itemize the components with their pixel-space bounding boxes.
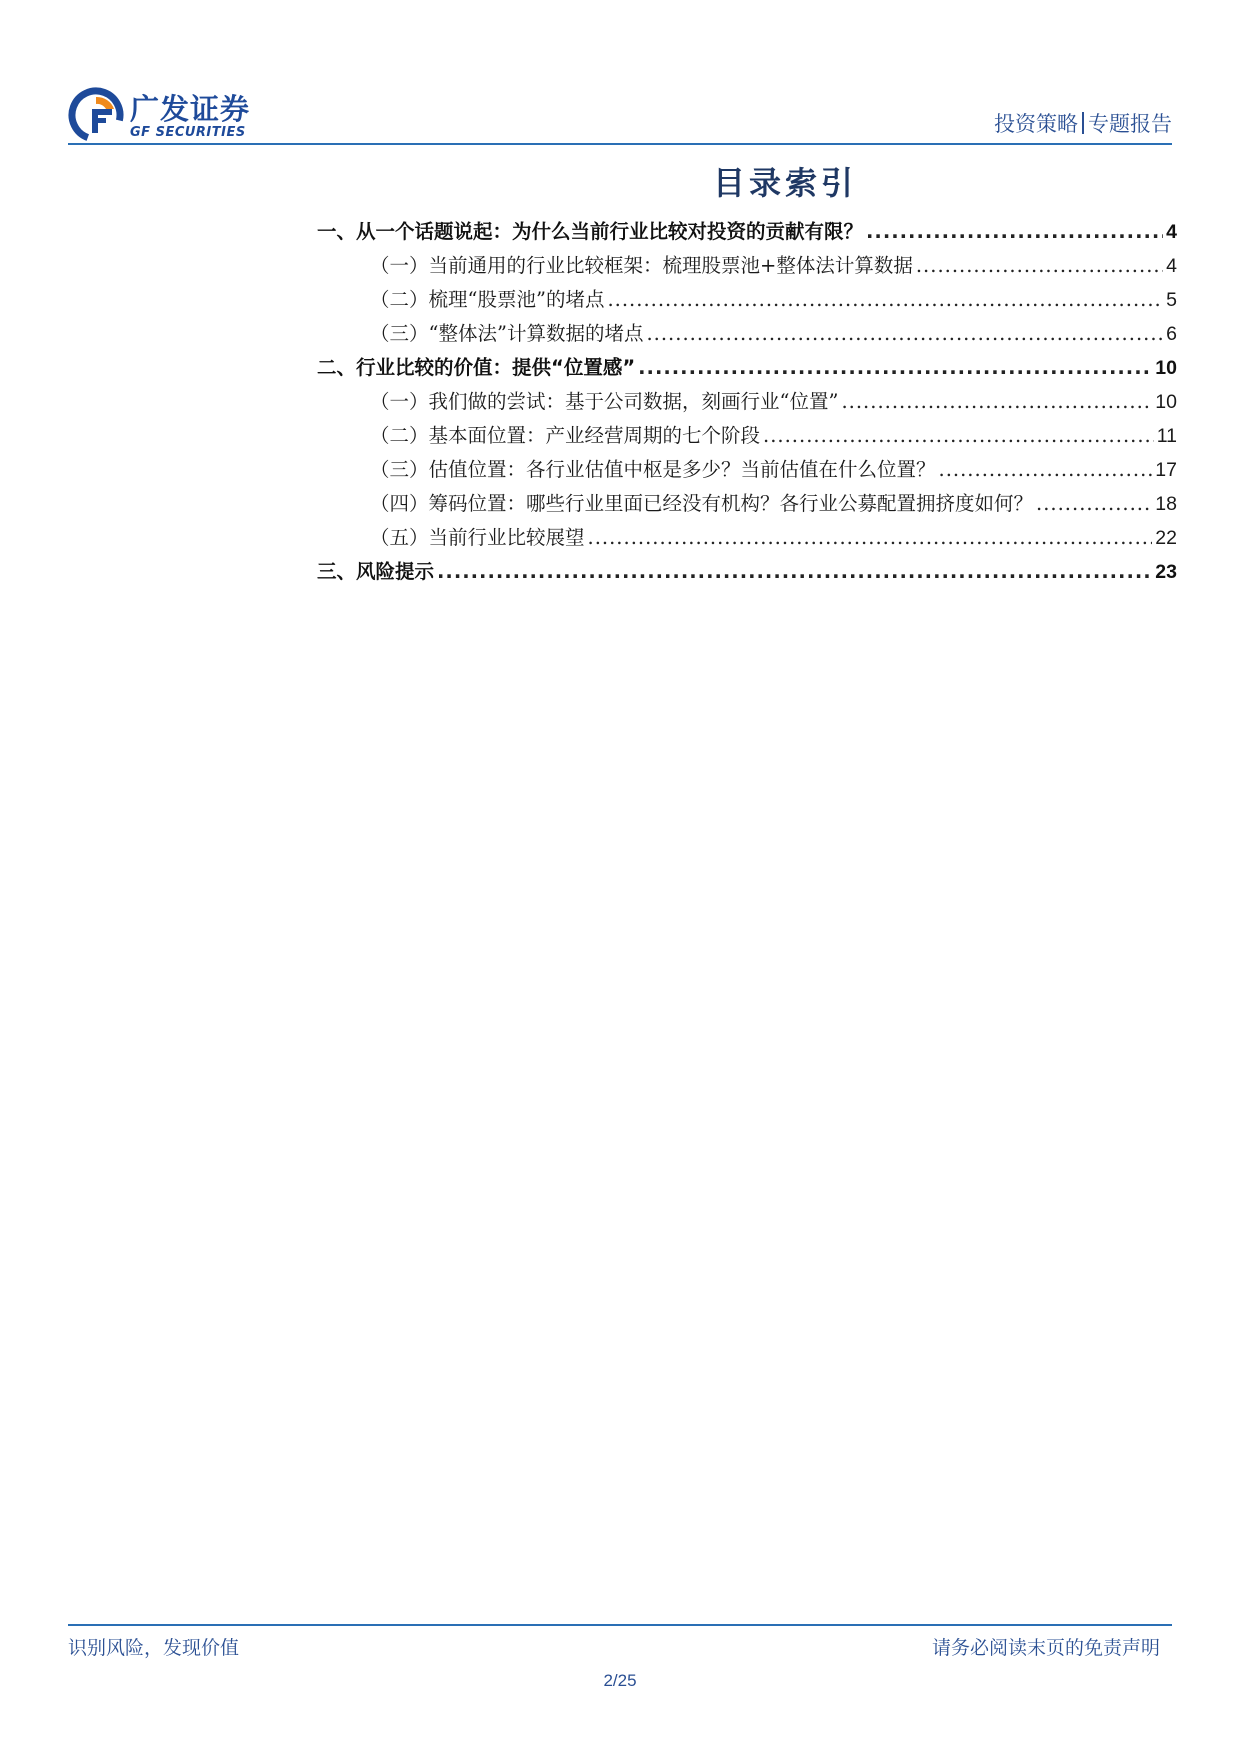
toc-entry[interactable] bbox=[317, 352, 1177, 386]
toc-entry-page: 11 bbox=[1156, 425, 1177, 447]
toc-entry[interactable] bbox=[317, 454, 1177, 488]
toc-leader-dots bbox=[841, 390, 1152, 413]
toc-entry[interactable] bbox=[317, 318, 1177, 352]
toc-entry[interactable] bbox=[317, 556, 1177, 590]
page-number: 2/25 bbox=[603, 1671, 637, 1690]
toc-entry-label: （一）我们做的尝试：基于公司数据，刻画行业“位置” bbox=[370, 390, 839, 413]
page-title: 目录索引 bbox=[712, 164, 857, 202]
gf-logo-icon bbox=[68, 87, 124, 143]
report-type-label: 专题报告 bbox=[1088, 112, 1172, 136]
toc-leader-dots bbox=[638, 356, 1152, 379]
toc-leader-dots bbox=[1036, 492, 1152, 515]
toc-entry-page: 23 bbox=[1155, 561, 1177, 583]
toc-entry[interactable] bbox=[317, 284, 1177, 318]
logo-english-name: GF SECURITIES bbox=[130, 125, 246, 140]
page-header bbox=[68, 82, 1172, 142]
footer-disclaimer: 请务必阅读末页的免责声明 bbox=[931, 1637, 1160, 1659]
toc-entry-page: 10 bbox=[1155, 357, 1177, 379]
toc-entry-page: 22 bbox=[1155, 527, 1177, 549]
toc-leader-dots bbox=[646, 322, 1163, 345]
toc-entry-page: 4 bbox=[1166, 221, 1177, 243]
toc-leader-dots bbox=[607, 288, 1163, 311]
toc-leader-dots bbox=[939, 458, 1153, 481]
toc-entry-label: （二）基本面位置：产业经营周期的七个阶段 bbox=[370, 424, 761, 447]
toc-entry[interactable] bbox=[317, 386, 1177, 420]
toc-entry[interactable] bbox=[317, 250, 1177, 284]
toc-entry-label: （四）筹码位置：哪些行业里面已经没有机构？各行业公募配置拥挤度如何？ bbox=[370, 492, 1034, 515]
toc-entry-label: 三、风险提示 bbox=[317, 560, 435, 583]
toc-entry-label: （五）当前行业比较展望 bbox=[370, 526, 585, 549]
toc-entry[interactable] bbox=[317, 216, 1177, 250]
report-category bbox=[994, 108, 1172, 138]
toc-entry-page: 18 bbox=[1155, 493, 1177, 515]
toc-entry-label: （一）当前通用的行业比较框架：梳理股票池+整体法计算数据 bbox=[370, 254, 913, 277]
toc-leader-dots bbox=[916, 254, 1163, 277]
footer-slogan: 识别风险，发现价值 bbox=[68, 1637, 240, 1659]
toc-entry-label: 二、行业比较的价值：提供“位置感” bbox=[317, 356, 636, 379]
toc-leader-dots bbox=[866, 220, 1163, 243]
toc-leader-dots bbox=[763, 424, 1154, 447]
toc-entry-page: 17 bbox=[1155, 459, 1177, 481]
logo-chinese-name: 广发证券 bbox=[130, 92, 251, 126]
header-divider bbox=[68, 143, 1172, 145]
toc-entry-page: 10 bbox=[1155, 391, 1177, 413]
category-separator bbox=[1082, 112, 1084, 134]
category-label: 投资策略 bbox=[994, 112, 1078, 136]
toc-entry-label: （三）估值位置：各行业估值中枢是多少？当前估值在什么位置？ bbox=[370, 458, 936, 481]
gf-securities-logo bbox=[68, 87, 268, 143]
toc-leader-dots bbox=[588, 526, 1153, 549]
toc-entry[interactable] bbox=[317, 420, 1177, 454]
toc-entry-label: （二）梳理“股票池”的堵点 bbox=[370, 288, 605, 311]
toc-entry-page: 6 bbox=[1166, 323, 1177, 345]
toc-entry[interactable] bbox=[317, 522, 1177, 556]
table-of-contents bbox=[317, 216, 1177, 590]
toc-entry[interactable] bbox=[317, 488, 1177, 522]
toc-entry-page: 4 bbox=[1166, 255, 1177, 277]
toc-leader-dots bbox=[437, 560, 1152, 583]
toc-entry-page: 5 bbox=[1166, 289, 1177, 311]
toc-entry-label: （三）“整体法”计算数据的堵点 bbox=[370, 322, 644, 345]
toc-entry-label: 一、从一个话题说起：为什么当前行业比较对投资的贡献有限？ bbox=[317, 220, 864, 243]
footer-divider bbox=[68, 1624, 1172, 1626]
